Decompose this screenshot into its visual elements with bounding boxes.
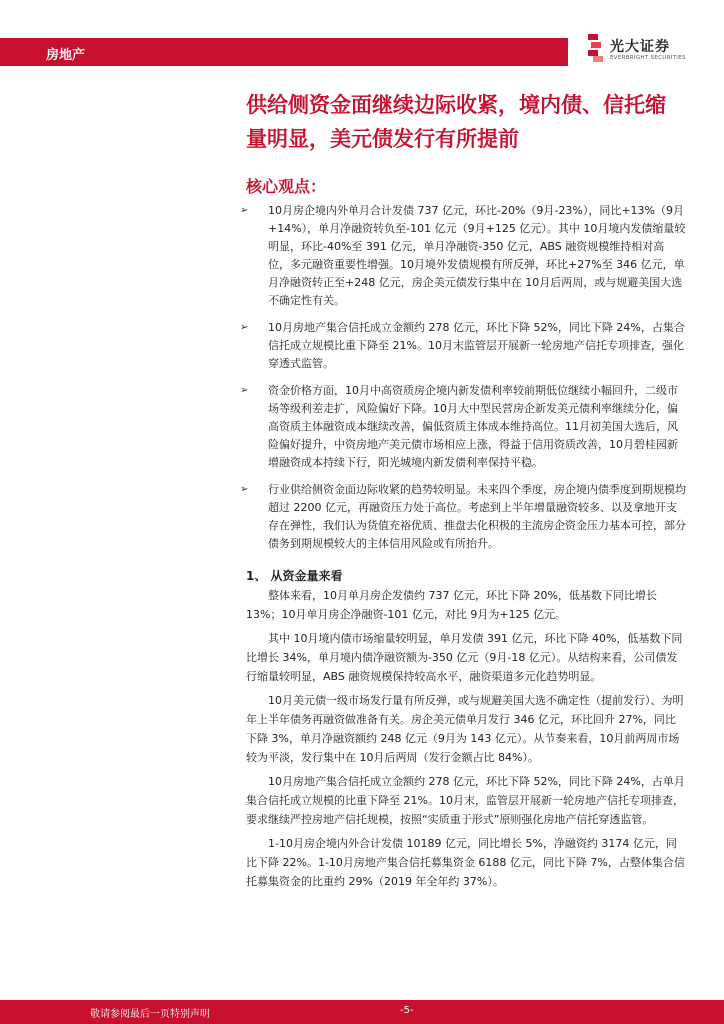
list-item — [240, 382, 686, 472]
header-band — [0, 38, 568, 66]
section-body — [246, 586, 686, 896]
body-paragraph: 10月美元债一级市场发行量有所反弹，或与规避美国大选不确定性（提前发行）、为明年上半年债务再融资做准备有关。房企美元债单月发行 346 亿元，环比回升 27%，同比下降 3%，单月净融资额约 248 亿元（9月为 143 亿元）。从节奏来看，10月前两周市场较为平淡，发行集中在 10月后两周（发行金额占比 84%）。 — [246, 694, 684, 764]
logo-mark-icon — [588, 34, 604, 62]
list-item — [240, 319, 686, 373]
list-item — [240, 202, 686, 310]
bullet-arrow-icon: ➢ — [240, 484, 249, 495]
company-logo — [588, 34, 708, 68]
list-item — [240, 481, 686, 553]
body-paragraph: 其中 10月境内债市场缩量较明显，单月发债 391 亿元，环比下降 40%，低基数下同比增长 34%，单月境内债净融资额为-350 亿元（9月-18 亿元）。从结构来看，公司债发行缩量较明显，ABS 融资规模保持较高水平，融资渠道多元化趋势明显。 — [246, 632, 683, 683]
bullet-text: 资金价格方面，10月中高资质房企境内新发债利率较前期低位继续小幅回升，二级市场等级利差走扩，风险偏好下降。10月大中型民营房企新发美元债利率继续分化，偏高资质主体融资成本继续改善，偏低资质主体成本维持高位。11月初美国大选后，风险偏好提升，中资房地产美元债市场相应上涨，得益于信用资质改善，10月碧桂园新增融资成本持续下行，阳光城境内新发债利率保持平稳。 — [268, 384, 678, 469]
logo-name: 光大证券 — [610, 39, 670, 55]
category-label: 房地产 — [46, 48, 86, 63]
bullet-arrow-icon: ➢ — [240, 322, 249, 333]
logo-subtitle: EVERBRIGHT SECURITIES — [610, 55, 686, 61]
footer-disclaimer: 敬请参阅最后一页特别声明 — [90, 1009, 210, 1020]
section-heading: 1、 从资金量来看 — [246, 569, 343, 583]
body-paragraph: 1-10月房企境内外合计发债 10189 亿元，同比增长 5%，净融资约 3174 亿元，同比下降 22%。1-10月房地产集合信托募集资金 6188 亿元，同比下降 7%，占整体集合信托募集资金的比重约 29%（2019 年全年约 37%）。 — [246, 837, 685, 888]
body-paragraph: 10月房地产集合信托成立金额约 278 亿元，环比下降 52%，同比下降 24%，占单月集合信托成立规模的比重下降至 21%。10月末，监管层开展新一轮房地产信托专项排查，要求继续严控房地产信托规模，按照“实质重于形式”原则强化房地产信托穿透监管。 — [246, 775, 685, 826]
bullet-arrow-icon: ➢ — [240, 205, 249, 216]
body-paragraph: 整体来看，10月单月房企发债约 737 亿元，环比下降 20%，低基数下同比增长 13%；10月单月房企净融资-101 亿元，对比 9月为+125 亿元。 — [246, 589, 657, 621]
bullet-arrow-icon: ➢ — [240, 385, 249, 396]
core-view-heading: 核心观点： — [246, 177, 327, 196]
bullet-text: 10月房企境内外单月合计发债 737 亿元，环比-20%（9月-23%），同比+13%（9月+14%），单月净融资转负至-101 亿元（9月+125 亿元）。其中 10月境内发债缩量较明显，环比-40%至 391 亿元，单月净融资-350 亿元，ABS 融资规模维持相对高位，多元融资重要性增强。10月境外发债规模有所反弹，环比+27%至 346 亿元，单月净融资转正至+248 亿元，房企美元债发行集中在 10月后两周，或与规避美国大选不确定性有关。 — [268, 204, 686, 307]
report-title: 供给侧资金面继续边际收紧，境内债、信托缩量明显，美元债发行有所提前 — [246, 93, 666, 151]
bullet-text: 10月房地产集合信托成立金额约 278 亿元，环比下降 52%，同比下降 24%，占集合信托成立规模比重下降至 21%。10月末监管层开展新一轮房地产信托专项排查，强化穿透式监管。 — [268, 321, 685, 370]
core-view-list — [240, 202, 686, 562]
page-number: -5- — [400, 1005, 414, 1016]
footer-band — [0, 1000, 724, 1024]
bullet-text: 行业供给侧资金面边际收紧的趋势较明显。未来四个季度，房企境内债季度到期规模均超过 2200 亿元，再融资压力处于高位。考虑到上半年增量融资较多、以及拿地开支存在弹性，我们认为货值充裕优质、推盘去化积极的主流房企资金压力基本可控，部分债务到期规模较大的主体信用风险或有所抬升。 — [268, 483, 686, 550]
